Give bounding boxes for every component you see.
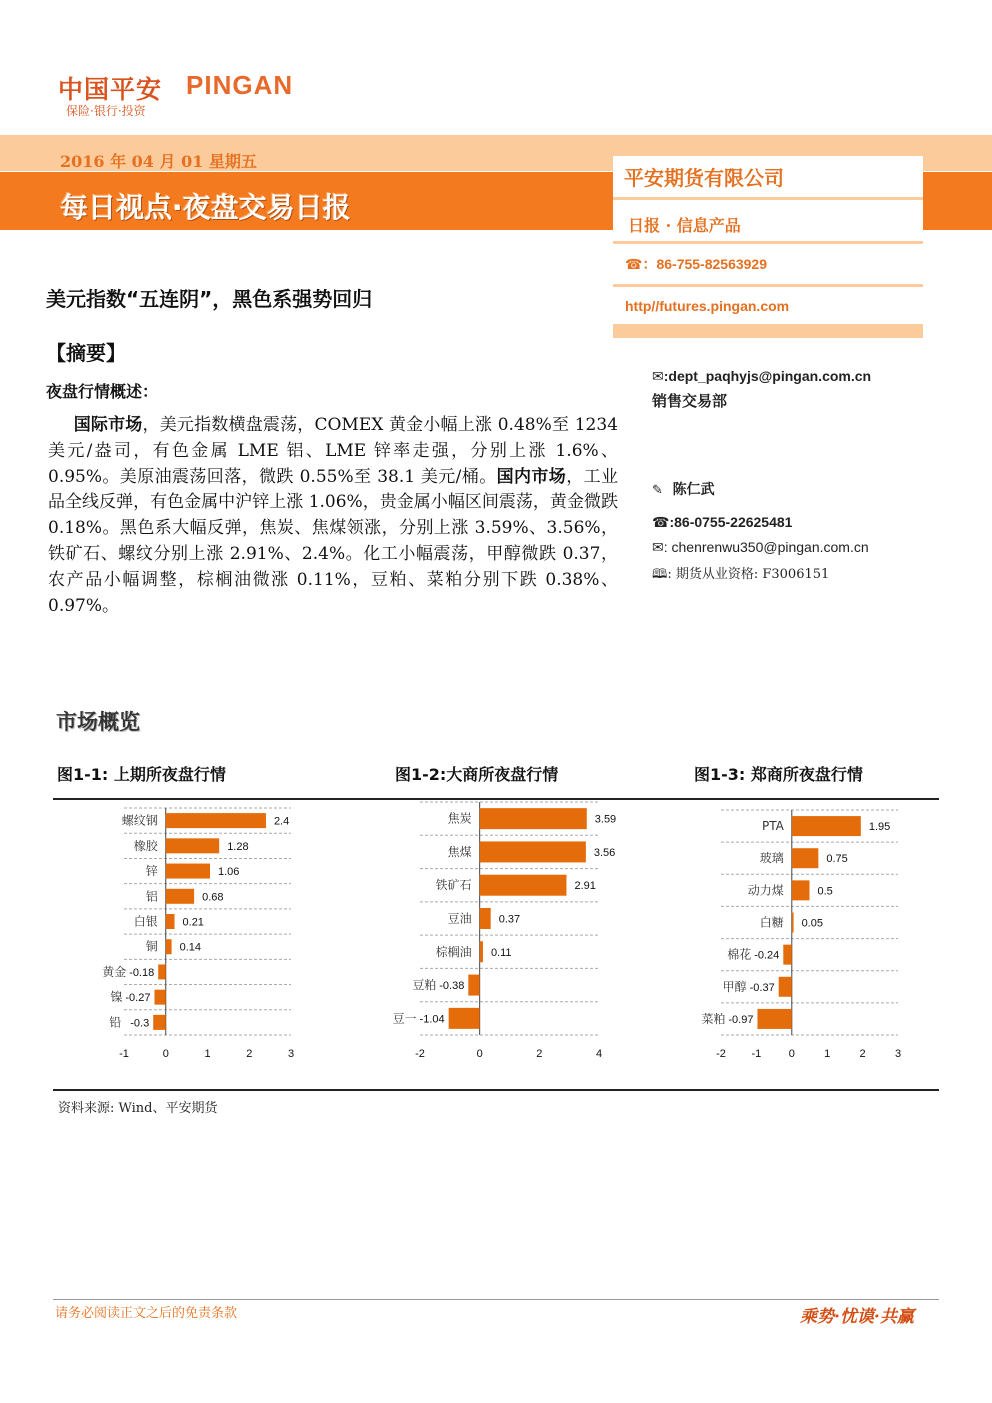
- data-label: 0.11: [490, 946, 512, 959]
- market-heading: 市场概览: [56, 710, 140, 734]
- bar: [480, 808, 587, 829]
- mail-icon: ✉: [652, 369, 664, 385]
- chart-dce: [330, 800, 660, 1070]
- category-label: 铜: [145, 939, 158, 954]
- footer-rule: [53, 1299, 939, 1300]
- domestic-label: 国内市场: [496, 466, 567, 487]
- category-label: 豆粕: [412, 978, 437, 993]
- author-phone-number: 86-0755-22625481: [674, 514, 793, 530]
- bar: [792, 848, 819, 868]
- data-label: 2.91: [574, 880, 596, 893]
- tick-label: 2: [536, 1048, 543, 1060]
- disclaimer-link[interactable]: 请务必阅读正文之后的免责条款: [55, 1306, 238, 1321]
- logo-english: PINGAN: [186, 70, 294, 100]
- bar: [468, 975, 479, 996]
- bar: [166, 889, 194, 904]
- category-label: 铅: [109, 1015, 122, 1030]
- author-name: 陈仁武: [672, 482, 715, 498]
- data-source: 资料来源: Wind、平安期货: [58, 1101, 218, 1116]
- company-website[interactable]: http//futures.pingan.com: [625, 298, 790, 314]
- panel-divider: [613, 284, 923, 287]
- company-phone-number: 86-755-82563929: [656, 256, 767, 272]
- bar: [792, 816, 861, 836]
- category-label: 棕榈油: [435, 944, 472, 959]
- tick-label: 2: [859, 1048, 866, 1060]
- book-icon: 🕮: [652, 567, 668, 582]
- category-label: PTA: [761, 819, 784, 834]
- report-date: 2016 年 04 月 01 星期五: [60, 152, 257, 171]
- bar: [792, 913, 794, 933]
- panel-divider: [613, 324, 923, 338]
- data-label: 0.5: [817, 885, 833, 898]
- data-label: -0.18: [129, 966, 155, 979]
- author-email: ✉: chenrenwu350@pingan.com.cn: [652, 539, 869, 556]
- panel-divider: [613, 241, 923, 244]
- category-label: 豆一: [392, 1011, 417, 1026]
- category-label: 菜粕: [701, 1011, 726, 1026]
- intl-text: ，美元指数横盘震荡，COMEX 黄金小幅上涨 0.48%至 1234 美元/盎司，有色金属 LME 铝、LME 锌率走强，分别上涨 1.6%、0.95%。美原油震荡回落，微跌 0.55%至 38.1 美元/桶。: [48, 415, 619, 487]
- category-label: 铝: [145, 889, 158, 904]
- tick-label: -2: [415, 1048, 425, 1060]
- tick-label: 0: [162, 1048, 169, 1060]
- data-label: 0.21: [182, 916, 204, 929]
- chart-title-dce: 图1-2:大商所夜盘行情: [395, 765, 559, 784]
- bar: [166, 813, 266, 828]
- category-label: 锌: [145, 864, 158, 879]
- author: [652, 479, 715, 499]
- category-label: 焦煤: [447, 844, 472, 859]
- pen-icon: ✎: [652, 483, 663, 498]
- panel-divider: [613, 197, 923, 200]
- bar: [158, 964, 166, 979]
- bar: [166, 864, 210, 879]
- category-label: 焦炭: [447, 811, 472, 826]
- tick-label: -1: [119, 1048, 129, 1060]
- overview-heading: 夜盘行情概述：: [46, 382, 159, 401]
- chart-shfe: [0, 800, 330, 1070]
- category-label: 玻璃: [759, 851, 784, 866]
- bar: [779, 977, 792, 997]
- category-label: 螺纹钢: [121, 813, 158, 828]
- data-label: -0.37: [749, 981, 775, 994]
- summary-body: [48, 413, 618, 619]
- phone-icon: ☎: [652, 515, 670, 531]
- slogan: 乘势·忧谟·共赢: [800, 1307, 914, 1327]
- data-label: 1.06: [218, 866, 240, 879]
- category-label: 白银: [133, 914, 158, 929]
- bar: [166, 914, 175, 929]
- dept-email: ✉:dept_paqhyjs@pingan.com.cn: [652, 368, 872, 385]
- logo-tagline: 保险·银行·投资: [66, 104, 146, 118]
- tick-label: 1: [204, 1048, 211, 1060]
- product-type: 日报 · 信息产品: [628, 216, 741, 235]
- data-label: -0.24: [754, 949, 780, 962]
- bar: [153, 1015, 166, 1030]
- author-cert-text: 期货从业资格: F3006151: [675, 567, 830, 582]
- company-phone: ☎：86-755-82563929: [625, 256, 767, 273]
- tick-label: 0: [788, 1048, 795, 1060]
- dept-name: 销售交易部: [652, 392, 728, 410]
- data-label: 3.59: [594, 813, 617, 826]
- bar: [449, 1008, 480, 1029]
- headline: 美元指数“五连阴”，黑色系强势回归: [46, 287, 373, 311]
- chart-title-shfe: 图1-1: 上期所夜盘行情: [57, 765, 226, 784]
- data-label: -0.38: [439, 980, 465, 993]
- data-label: 0.05: [801, 917, 823, 930]
- category-label: 甲醇: [722, 979, 747, 994]
- data-label: 1.95: [868, 821, 891, 834]
- bar: [154, 990, 165, 1005]
- bar: [166, 838, 219, 853]
- data-label: 0.68: [202, 891, 224, 904]
- category-label: 动力煤: [747, 883, 784, 898]
- chart-bottom-rule: [53, 1089, 939, 1091]
- tick-label: 0: [476, 1048, 483, 1060]
- category-label: 黄金: [102, 964, 127, 979]
- category-label: 铁矿石: [435, 878, 472, 893]
- tick-label: 3: [287, 1048, 295, 1060]
- dept-email-address[interactable]: dept_paqhyjs@pingan.com.cn: [668, 368, 872, 384]
- data-label: 0.37: [498, 913, 521, 926]
- bar: [480, 941, 483, 962]
- category-label: 白糖: [759, 915, 784, 930]
- tick-label: 4: [595, 1048, 603, 1060]
- bar: [480, 875, 567, 896]
- data-label: 2.4: [273, 815, 290, 828]
- bar: [783, 945, 791, 965]
- intl-label: 国际市场: [73, 415, 143, 435]
- category-label: 橡胶: [133, 838, 158, 853]
- tick-label: -1: [751, 1048, 762, 1060]
- category-label: 棉花: [727, 947, 752, 962]
- company-name: 平安期货有限公司: [624, 166, 784, 190]
- tick-label: 3: [894, 1048, 902, 1060]
- author-email-address[interactable]: chenrenwu350@pingan.com.cn: [671, 539, 869, 555]
- summary-heading: 【摘要】: [46, 341, 126, 365]
- author-cert: 🕮: 期货从业资格: F3006151: [652, 567, 830, 582]
- bar: [757, 1009, 791, 1029]
- bar: [166, 939, 172, 954]
- data-label: -0.3: [130, 1017, 150, 1030]
- report-title: 每日视点·夜盘交易日报: [60, 191, 351, 224]
- bar: [792, 880, 810, 900]
- data-label: 0.75: [826, 853, 848, 866]
- chart-czce: [640, 800, 940, 1070]
- data-label: -0.27: [125, 992, 151, 1005]
- tick-label: 1: [824, 1048, 831, 1060]
- domestic-text: ，工业品全线反弹，有色金属中沪锌上涨 1.06%，贵金属小幅区间震荡，黄金微跌 0.18%。黑色系大幅反弹，焦炭、焦煤领涨，分别上涨 3.59%、3.56%，铁矿石、螺纹分别上涨 2.91%、2.4%。化工小幅震荡，甲醇微跌 0.37，农产品小幅调整，棕榈油微涨 0.11%，豆粕、菜粕分别下跌 0.38%、0.97%。: [48, 466, 619, 616]
- category-label: 豆油: [447, 911, 472, 926]
- data-label: -0.97: [728, 1013, 754, 1026]
- data-label: 1.28: [227, 840, 249, 853]
- tick-label: -2: [716, 1048, 726, 1060]
- chart-title-czce: 图1-3: 郑商所夜盘行情: [694, 765, 863, 784]
- bar: [480, 841, 586, 862]
- data-label: -1.04: [419, 1013, 445, 1026]
- tick-label: 2: [246, 1048, 253, 1060]
- mail-icon: ✉: [652, 540, 664, 556]
- category-label: 镍: [110, 990, 123, 1005]
- data-label: 0.14: [179, 941, 202, 954]
- author-phone: ☎:86-0755-22625481: [652, 514, 793, 531]
- phone-icon: ☎: [625, 257, 643, 273]
- logo-chinese: 中国平安: [58, 75, 163, 104]
- data-label: 3.56: [593, 846, 616, 859]
- bar: [480, 908, 491, 929]
